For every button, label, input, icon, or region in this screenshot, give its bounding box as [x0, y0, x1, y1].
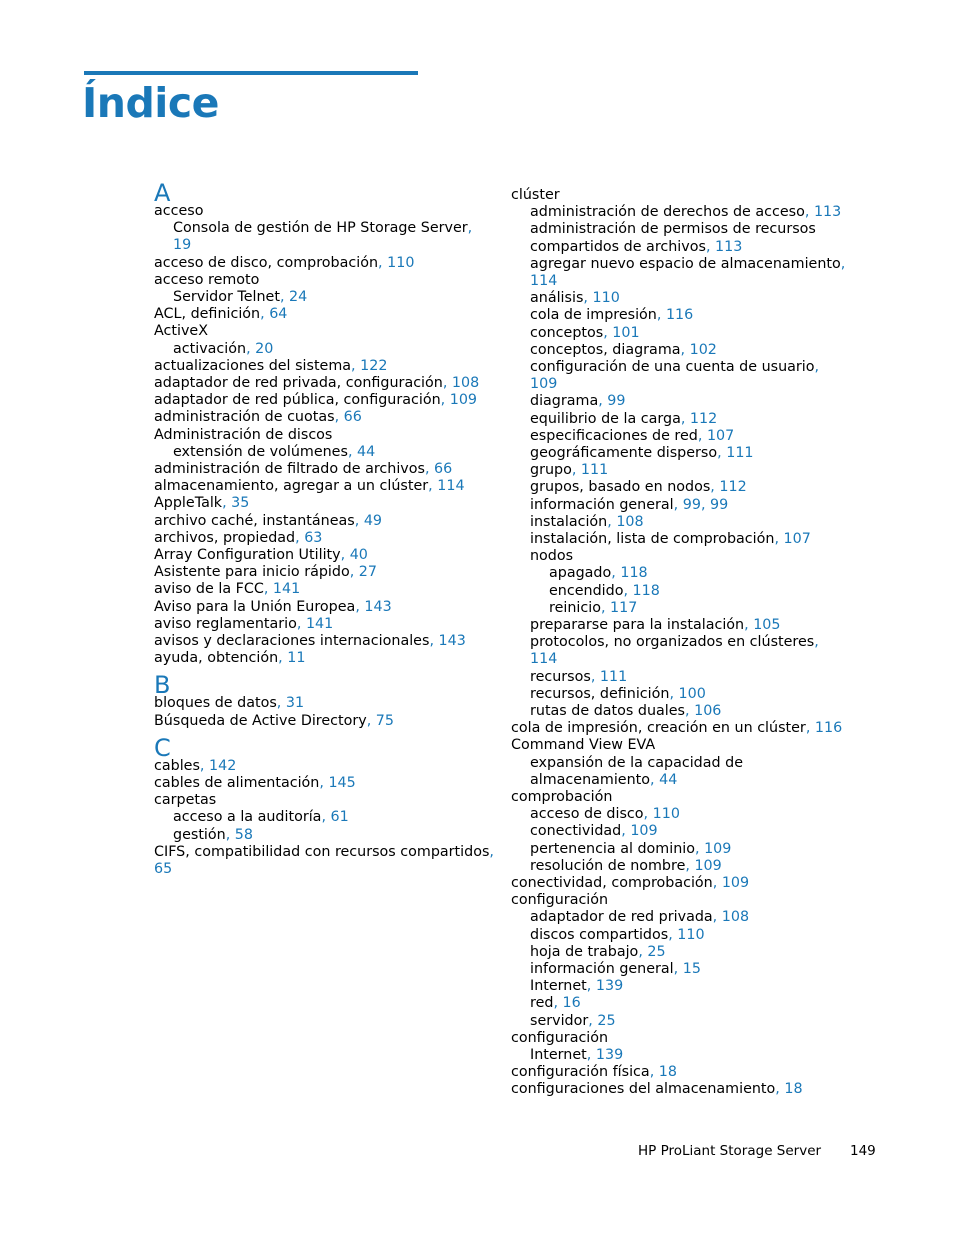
index-page-link[interactable]: , 143 [355, 598, 392, 615]
index-entry [154, 427, 332, 444]
index-entry [154, 695, 304, 712]
index-term: acceso remoto [154, 271, 260, 288]
index-entry [511, 514, 644, 531]
index-term: activación [173, 340, 247, 357]
index-entry [511, 565, 648, 582]
index-entry [511, 428, 734, 445]
index-entry [511, 1030, 608, 1047]
index-page-link[interactable]: , 108 [607, 513, 644, 530]
index-page-link[interactable]: , 139 [586, 1047, 624, 1063]
index-entry [154, 775, 356, 792]
index-entry [511, 737, 655, 754]
index-term: instalación, lista de comprobación [530, 531, 775, 547]
index-term: administración de derechos de acceso [530, 204, 805, 221]
index-entry [154, 827, 253, 844]
index-page-link[interactable]: , 110 [583, 290, 620, 307]
index-page-link[interactable]: 114 [530, 273, 558, 289]
index-term: archivos, propiedad [154, 529, 296, 546]
index-entry [511, 342, 717, 359]
index-entry [511, 548, 573, 565]
index-entry [511, 187, 560, 204]
index-entry [511, 995, 581, 1012]
index-page-link[interactable]: , 107 [774, 531, 811, 547]
index-letter-heading: C [154, 733, 171, 762]
index-entry [511, 617, 781, 634]
index-entry [154, 581, 300, 598]
index-term: grupos, basado en nodos [530, 479, 711, 496]
index-page-link[interactable]: , 111 [717, 445, 754, 461]
index-entry [511, 806, 680, 823]
index-term: extensión de volúmenes [173, 443, 348, 460]
index-term: acceso a la auditoría [173, 809, 322, 826]
index-page-link[interactable]: , 109 [685, 857, 722, 874]
index-entry [511, 239, 742, 256]
index-entry [511, 531, 811, 548]
index-page-link[interactable]: , 112 [680, 410, 718, 427]
index-page-link[interactable]: , 99 [598, 393, 626, 410]
index-entry [511, 892, 608, 909]
index-page-link[interactable]: , 113 [804, 204, 842, 221]
index-entry [154, 272, 259, 289]
index-page-link[interactable]: , 117 [600, 599, 638, 616]
index-entry [154, 203, 203, 220]
index-entry [511, 634, 819, 651]
index-entry [511, 256, 845, 273]
index-entry [154, 650, 305, 667]
index-entry [511, 411, 717, 428]
index-term: bloques de datos [154, 695, 277, 712]
footer-title: HP ProLiant Storage Server [638, 1143, 822, 1159]
index-page-link[interactable]: , 108 [712, 909, 750, 926]
index-entry [154, 599, 392, 616]
index-entry [154, 633, 466, 650]
index-page-link[interactable]: , 141 [296, 615, 334, 632]
index-page-link[interactable]: , 110 [378, 254, 415, 271]
index-term: CIFS, compatibilidad con recursos compartidos [154, 843, 490, 860]
index-term: cables [154, 757, 200, 774]
index-entry [511, 1064, 677, 1081]
index-term: Administración de discos [154, 426, 333, 443]
index-page-link[interactable]: , 100 [669, 685, 706, 702]
index-page-link[interactable]: 19 [173, 237, 192, 254]
index-entry [511, 393, 626, 410]
index-entry [154, 547, 368, 564]
index-term: aviso reglamentario [154, 615, 297, 632]
index-page-link[interactable]: , 11 [278, 650, 306, 667]
index-entry [511, 720, 842, 737]
index-page-link[interactable]: , 44 [650, 771, 678, 788]
index-page-link[interactable]: , 101 [603, 324, 640, 341]
index-page-link[interactable]: , 107 [697, 427, 735, 444]
index-page-link[interactable]: , 122 [351, 357, 388, 374]
index-entry [154, 444, 375, 461]
index-entry [511, 479, 747, 496]
index-page-link[interactable]: , 116 [656, 307, 694, 324]
index-term: almacenamiento, agregar a un clúster [154, 478, 429, 495]
index-term: Array Configuration Utility [154, 547, 341, 563]
index-entry [154, 513, 382, 530]
index-entry [511, 497, 728, 514]
index-term: nodos [530, 548, 574, 565]
index-page-link[interactable]: , 114 [428, 478, 465, 495]
index-term: Asistente para inicio rápido [154, 564, 350, 581]
index-page-link[interactable]: , 61 [321, 809, 349, 826]
index-term: configuración de una cuenta de usuario [530, 359, 815, 375]
index-term: adaptador de red pública, configuración [154, 392, 441, 409]
index-term: geográficamente disperso [530, 445, 718, 461]
index-page-link[interactable]: , 110 [643, 806, 680, 823]
index-entry [511, 376, 557, 393]
index-term: Internet [530, 978, 587, 995]
index-term: agregar nuevo espacio de almacenamiento [530, 255, 841, 272]
index-page-link[interactable]: , 116 [805, 720, 843, 737]
index-page-link[interactable]: , 112 [710, 479, 747, 496]
index-term: Internet [530, 1047, 587, 1063]
index-term: almacenamiento [530, 771, 651, 788]
index-term: administración de permisos de recursos [530, 221, 816, 238]
index-entry [154, 220, 472, 237]
index-page-link[interactable]: , 25 [588, 1012, 616, 1029]
index-entry [511, 823, 658, 840]
index-entry [154, 289, 307, 306]
index-entry [154, 616, 333, 633]
index-entry [154, 255, 414, 272]
index-term: servidor [530, 1012, 589, 1029]
index-separator: , [467, 220, 473, 237]
index-term: apagado [549, 565, 612, 582]
index-term: conectividad [530, 823, 622, 840]
index-page-link[interactable]: , 141 [263, 581, 301, 598]
index-entry [154, 392, 477, 409]
index-term: ACL, definición [154, 306, 261, 323]
index-letter-heading: A [154, 179, 171, 207]
index-letter-heading: B [154, 671, 171, 700]
index-entry [511, 789, 612, 806]
index-entry [511, 703, 721, 720]
index-entry [511, 875, 749, 892]
index-entry [511, 1047, 623, 1064]
index-term: adaptador de red privada [530, 909, 713, 926]
index-term: compartidos de archivos [530, 238, 706, 255]
index-entry [154, 713, 394, 730]
index-page-link[interactable]: , 63 [295, 529, 323, 546]
index-entry [511, 755, 743, 772]
index-term: administración de cuotas [154, 409, 335, 426]
index-term: equilibrio de la carga [530, 410, 681, 427]
index-page-link[interactable]: , 139 [586, 978, 624, 995]
index-term: discos compartidos [530, 926, 669, 943]
index-page-link[interactable]: , 25 [638, 943, 666, 960]
index-page-link[interactable]: , 108 [442, 375, 480, 391]
index-term: Aviso para la Unión Europea [154, 598, 356, 615]
index-entry [511, 1081, 803, 1098]
index-page-link[interactable]: 109 [530, 376, 558, 393]
index-term: cables de alimentación [154, 775, 320, 791]
index-entry [511, 1013, 616, 1030]
index-entry [154, 844, 494, 861]
index-page-link[interactable]: , 109 [695, 840, 732, 857]
index-page-link[interactable]: 114 [530, 651, 558, 668]
index-entry [154, 809, 349, 826]
index-page-link[interactable]: , 111 [571, 462, 609, 479]
index-page-link[interactable]: , 64 [260, 306, 288, 323]
index-term: archivo caché, instantáneas [154, 512, 355, 529]
index-entry [154, 792, 216, 809]
index-page-link[interactable]: , 111 [590, 668, 628, 685]
index-entry [511, 961, 701, 978]
index-entry [511, 944, 666, 961]
index-page-link[interactable]: , 99, 99 [673, 496, 729, 513]
index-page-link[interactable]: , 27 [349, 564, 378, 581]
index-term: avisos y declaraciones internacionales [154, 633, 430, 649]
index-term: actualizaciones del sistema [154, 357, 352, 374]
index-term: diagrama [530, 393, 599, 410]
index-separator: , [814, 359, 820, 375]
index-term: análisis [530, 290, 584, 307]
index-entry [511, 600, 637, 617]
index-term: AppleTalk [154, 495, 223, 512]
index-term: hoja de trabajo [530, 943, 639, 960]
index-term: Command View EVA [511, 737, 656, 754]
index-entry [511, 204, 841, 221]
index-term: Consola de gestión de HP Storage Server [173, 220, 468, 237]
index-page-link[interactable]: , 31 [276, 695, 305, 712]
index-page-link[interactable]: , 142 [199, 757, 237, 774]
index-entry [511, 841, 731, 858]
index-term: grupo [530, 462, 572, 479]
index-term: configuración física [511, 1064, 650, 1081]
index-page-link[interactable]: , 118 [623, 582, 660, 599]
index-term: información general [530, 496, 674, 513]
index-entry [154, 758, 236, 775]
index-term: información general [530, 961, 674, 977]
index-entry [154, 375, 479, 392]
index-page-link[interactable]: , 16 [553, 995, 581, 1012]
footer-page-number: 149 [850, 1143, 876, 1159]
index-term: conceptos, diagrama [530, 341, 681, 358]
index-term: Búsqueda de Active Directory [154, 712, 367, 729]
index-term: recursos, definición [530, 685, 670, 702]
index-entry [154, 478, 465, 495]
index-entry [154, 358, 387, 375]
index-entry [154, 237, 191, 254]
index-term: adaptador de red privada, configuración [154, 375, 443, 391]
index-page-link[interactable]: , 20 [246, 340, 274, 357]
index-entry [511, 583, 660, 600]
index-page-link[interactable]: , 109 [621, 823, 658, 840]
index-page-link[interactable]: , 110 [668, 926, 705, 943]
index-entry [154, 495, 249, 512]
index-page-link[interactable]: , 75 [366, 712, 395, 729]
index-page-link[interactable]: , 109 [440, 392, 478, 409]
index-separator: , [840, 255, 846, 272]
index-entry [154, 306, 287, 323]
index-page-link[interactable]: , 66 [424, 461, 453, 477]
index-term: comprobación [511, 789, 613, 805]
index-entry [154, 409, 362, 426]
index-entry [511, 858, 722, 875]
index-term: encendido [549, 582, 624, 599]
index-entry [154, 341, 273, 358]
index-entry [154, 461, 452, 478]
index-term: Servidor Telnet [173, 289, 280, 305]
index-page-link[interactable]: , 118 [611, 565, 648, 582]
index-term: gestión [173, 826, 226, 843]
index-term: acceso de disco [530, 806, 644, 823]
index-entry [511, 651, 557, 668]
index-page-link[interactable]: , 18 [649, 1064, 677, 1081]
index-term: configuraciones del almacenamiento [511, 1081, 776, 1098]
title-rule [84, 71, 418, 75]
index-term: cola de impresión, creación en un clúster [511, 720, 806, 737]
index-entry [511, 290, 620, 307]
page-title: Índice [82, 79, 219, 127]
index-term: acceso de disco, comprobación [154, 254, 379, 271]
index-term: configuración [511, 892, 609, 909]
index-term: resolución de nombre [530, 857, 686, 874]
index-term: red [530, 995, 554, 1012]
index-term: cola de impresión [530, 307, 657, 324]
index-entry [511, 978, 623, 995]
index-term: clúster [511, 187, 560, 203]
index-term: rutas de datos duales [530, 703, 686, 719]
index-page-link[interactable]: , 58 [225, 826, 254, 843]
index-term: ayuda, obtención [154, 650, 279, 667]
index-entry [511, 273, 557, 290]
index-term: reinicio [549, 599, 601, 616]
index-page-link[interactable]: 65 [154, 861, 173, 877]
index-page-link[interactable]: , 106 [685, 703, 722, 719]
index-page-link[interactable]: , 35 [222, 495, 250, 512]
index-page-link[interactable]: , 44 [347, 443, 376, 460]
index-page-link[interactable]: , 113 [705, 238, 743, 255]
index-term: prepararse para la instalación [530, 617, 745, 633]
index-separator: , [814, 634, 819, 651]
index-entry [154, 861, 172, 878]
index-term: aviso de la FCC [154, 581, 264, 598]
index-entry [154, 530, 322, 547]
index-entry [154, 564, 377, 581]
index-entry [511, 669, 627, 686]
index-entry [511, 909, 749, 926]
index-term: expansión de la capacidad de [530, 754, 743, 771]
index-page-link[interactable]: , 18 [775, 1081, 803, 1098]
index-term: administración de filtrado de archivos [154, 461, 425, 477]
index-page-link[interactable]: , 66 [334, 409, 362, 426]
index-term: ActiveX [154, 323, 209, 340]
index-page-link[interactable]: , 105 [744, 617, 781, 633]
index-entry [511, 221, 816, 238]
index-term: acceso [154, 203, 204, 219]
index-page-link[interactable]: , 143 [429, 633, 466, 649]
index-separator: , [489, 843, 494, 860]
index-term: recursos [530, 668, 591, 685]
index-page-link[interactable]: , 40 [340, 547, 368, 563]
index-term: pertenencia al dominio [530, 840, 695, 857]
index-entry [511, 927, 705, 944]
index-entry [511, 686, 706, 703]
index-entry [154, 323, 208, 340]
index-entry [511, 325, 640, 342]
index-entry [511, 445, 754, 462]
index-page-link[interactable]: , 49 [354, 512, 383, 529]
index-page-link[interactable]: , 24 [279, 289, 308, 305]
index-term: conectividad, comprobación [511, 875, 713, 891]
index-page-link[interactable]: , 15 [673, 961, 701, 977]
index-entry [511, 772, 677, 789]
index-entry [511, 462, 608, 479]
index-entry [511, 307, 693, 324]
index-page-link[interactable]: , 109 [712, 875, 750, 891]
index-term: configuración [511, 1029, 609, 1046]
index-page-link[interactable]: , 102 [680, 341, 717, 358]
index-page-link[interactable]: , 145 [319, 775, 356, 791]
index-term: instalación [530, 513, 608, 530]
index-term: protocolos, no organizados en clústeres [530, 634, 815, 651]
index-entry [511, 359, 819, 376]
index-term: especificaciones de red [530, 427, 698, 444]
index-term: carpetas [154, 792, 217, 809]
index-term: conceptos [530, 324, 604, 341]
